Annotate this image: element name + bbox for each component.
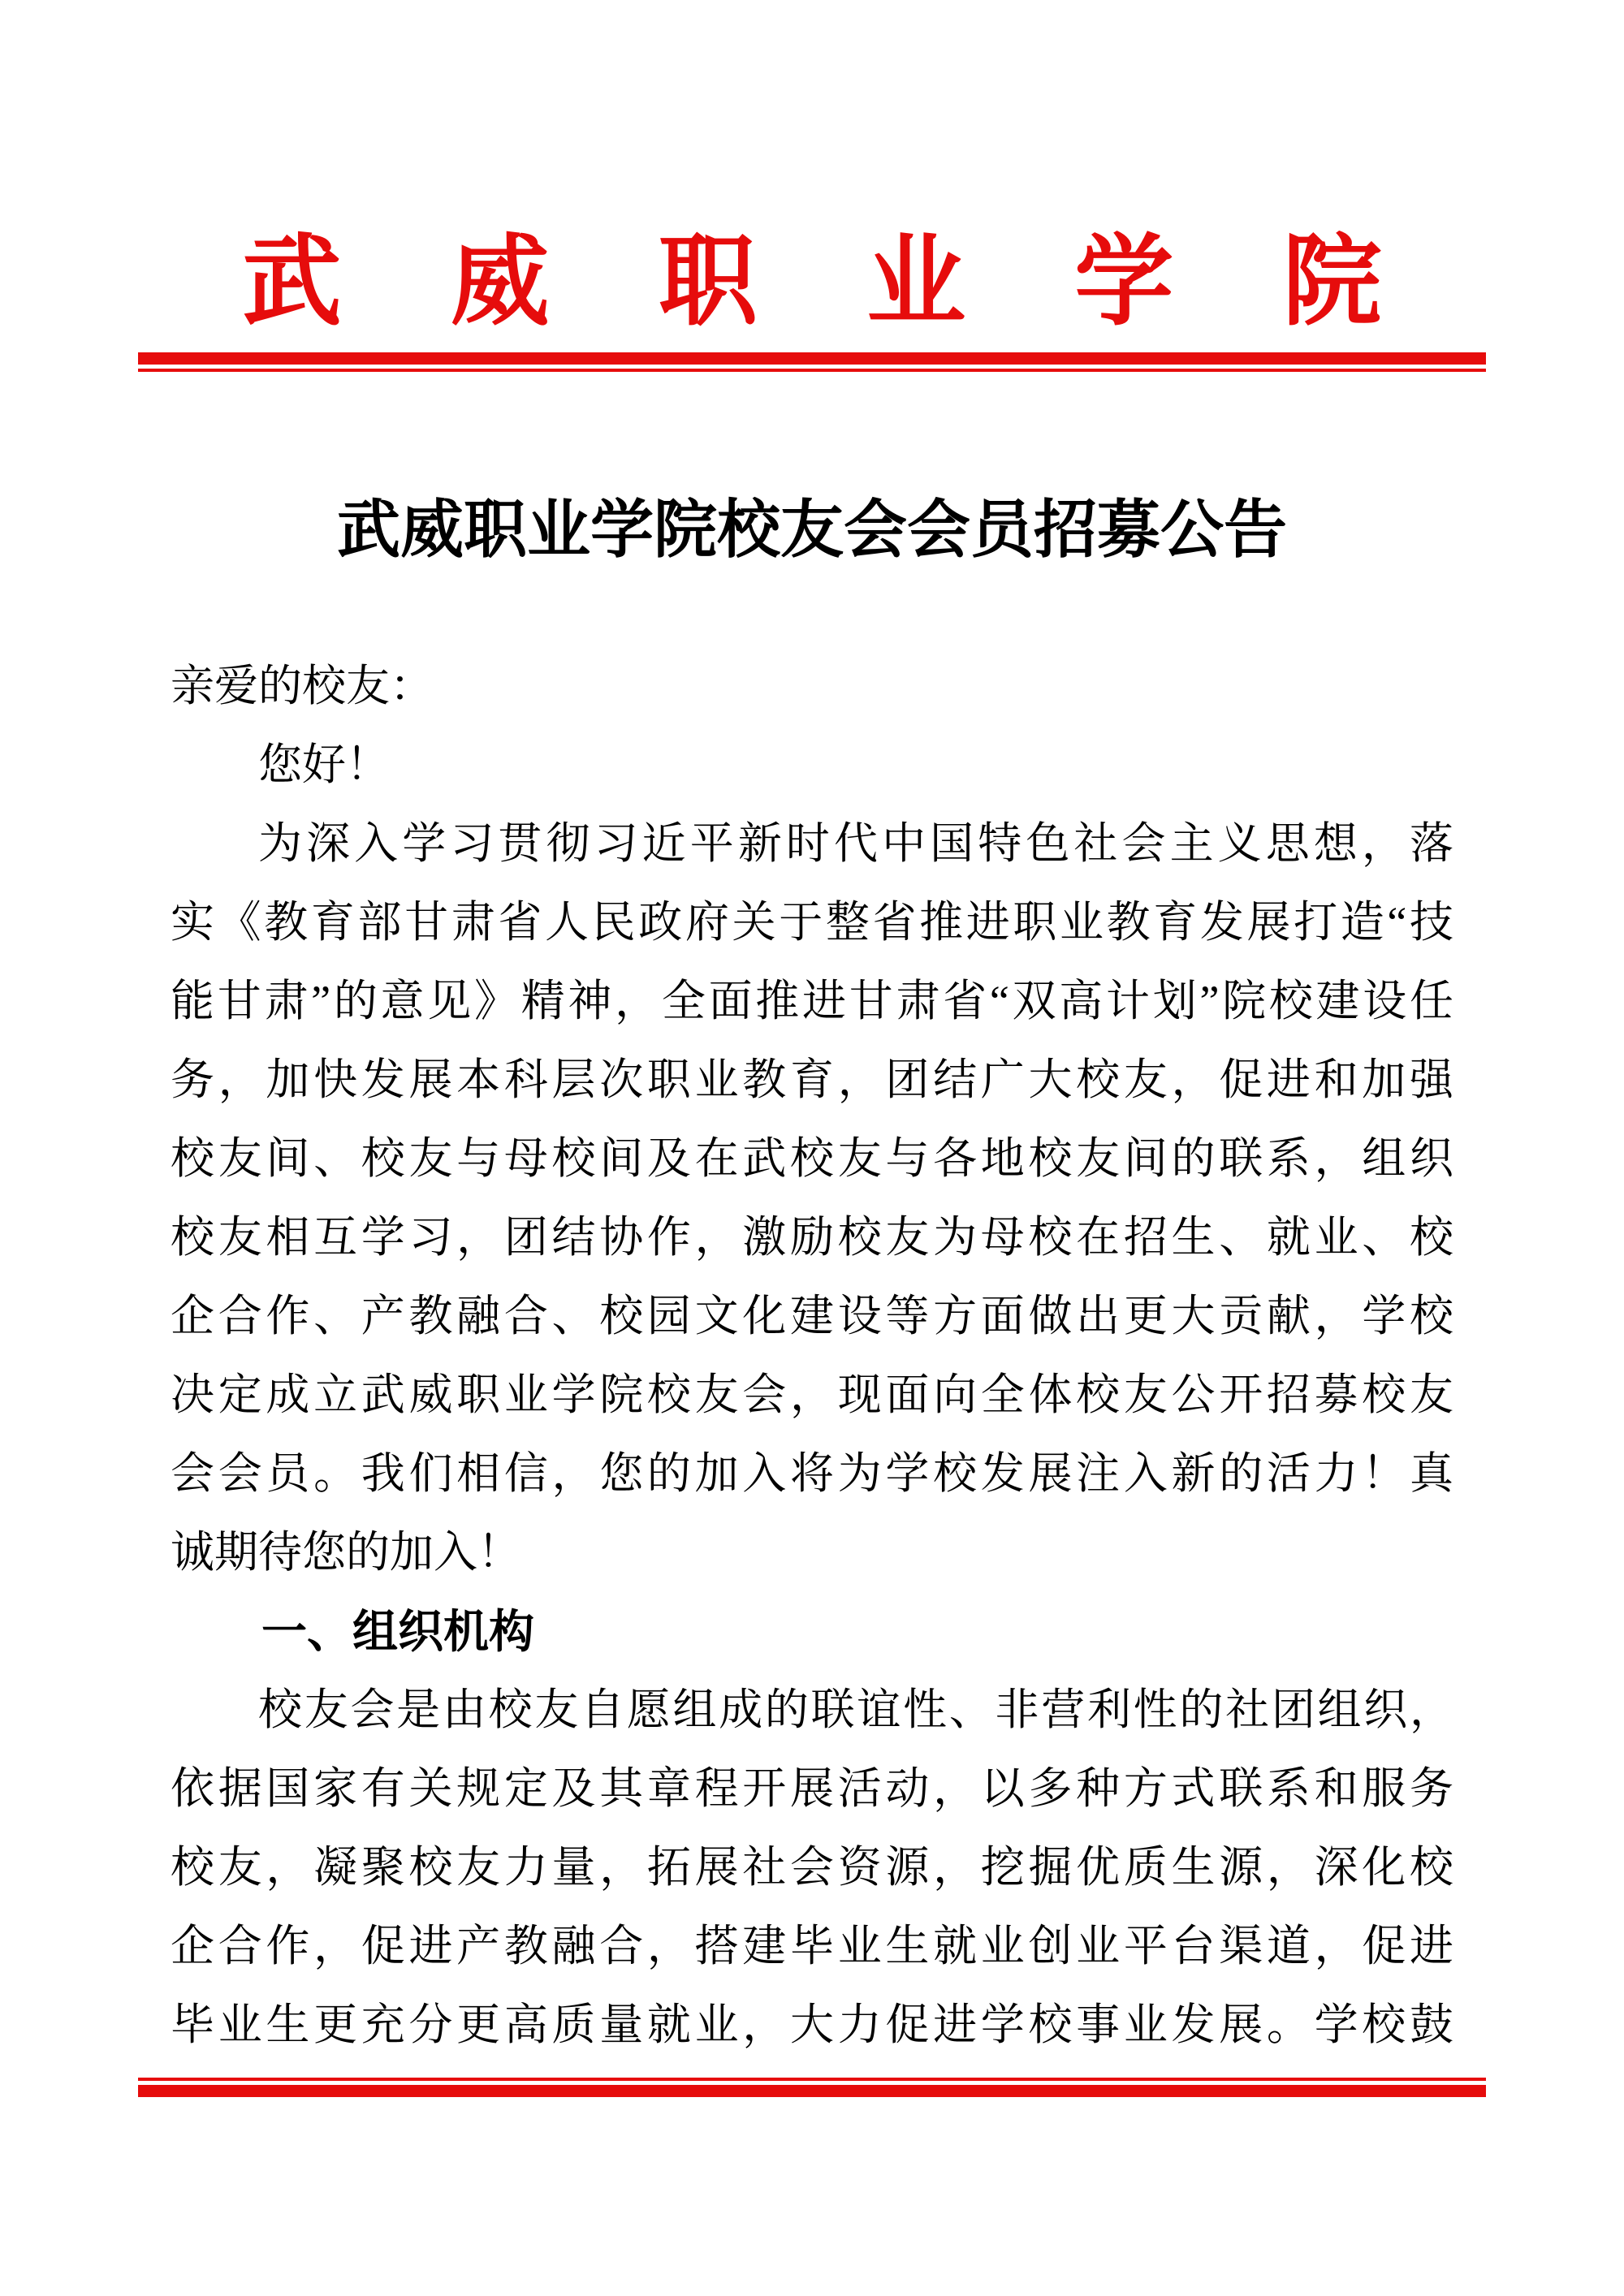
document-body xyxy=(171,647,1453,2065)
body-line: 企合作、产教融合、校园文化建设等方面做出更大贡献，学校 xyxy=(171,1291,1453,1340)
body-line: 毕业生更充分更高质量就业，大力促进学校事业发展。学校鼓 xyxy=(171,2000,1453,2049)
letterhead-title: 武威职业学院 xyxy=(242,228,1491,338)
document-title: 武威职业学院校友会会员招募公告 xyxy=(336,494,1287,565)
body-line: 诚期待您的加入！ xyxy=(171,1527,521,1577)
body-line: 校友间、校友与母校间及在武校友与各地校友间的联系，组织 xyxy=(171,1133,1453,1183)
body-line: 企合作，促进产教融合，搭建毕业生就业创业平台渠道，促进 xyxy=(171,1921,1453,1970)
letterhead-divider-thick-line xyxy=(138,352,1486,365)
body-line: 校友会是由校友自愿组成的联谊性、非营利性的社团组织， xyxy=(258,1685,1453,1734)
section-heading: 一、组织机构 xyxy=(261,1605,534,1657)
body-line: 实《教育部甘肃省人民政府关于整省推进职业教育发展打造“技 xyxy=(171,897,1453,947)
body-line: 会会员。我们相信，您的加入将为学校发展注入新的活力！真 xyxy=(171,1448,1453,1498)
letterhead-divider xyxy=(138,352,1486,372)
body-line: 校友，凝聚校友力量，拓展社会资源，挖掘优质生源，深化校 xyxy=(171,1842,1453,1892)
body-line: 为深入学习贯彻习近平新时代中国特色社会主义思想，落 xyxy=(258,818,1453,868)
body-line: 依据国家有关规定及其章程开展活动，以多种方式联系和服务 xyxy=(171,1763,1453,1813)
body-line: 您好！ xyxy=(258,740,390,789)
body-line: 决定成立武威职业学院校友会，现面向全体校友公开招募校友 xyxy=(171,1370,1453,1419)
body-line: 校友相互学习，团结协作，激励校友为母校在招生、就业、校 xyxy=(171,1212,1453,1262)
letterhead-divider-thin-line xyxy=(138,369,1486,372)
footer-divider xyxy=(138,2078,1486,2097)
body-line: 能甘肃”的意见》精神，全面推进甘肃省“双高计划”院校建设任 xyxy=(171,976,1453,1025)
body-line: 务，加快发展本科层次职业教育，团结广大校友，促进和加强 xyxy=(171,1055,1453,1104)
body-line: 亲爱的校友： xyxy=(171,661,434,710)
footer-divider-thick-line xyxy=(138,2085,1486,2097)
